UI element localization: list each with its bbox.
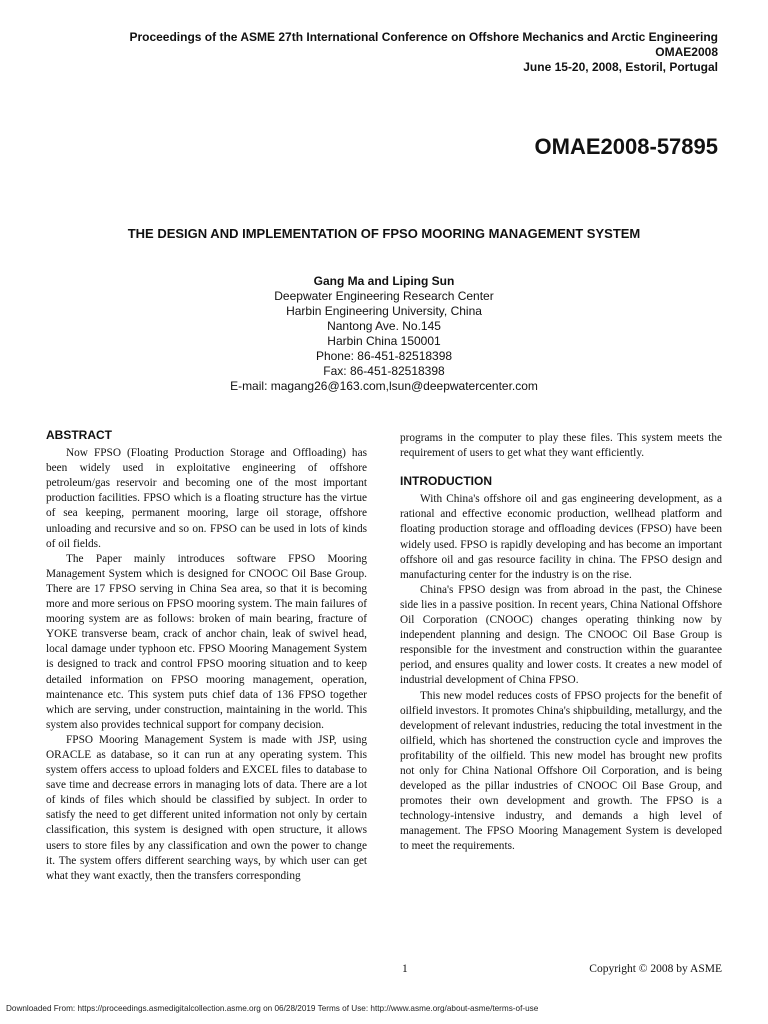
address-line: Nantong Ave. No.145 — [327, 319, 441, 333]
paper-id: OMAE2008-57895 — [534, 134, 718, 159]
affiliation-line: Deepwater Engineering Research Center — [274, 289, 494, 303]
abstract-paragraph: The Paper mainly introduces software FPSO Mooring Management System which is designed for CNOOC Oil Base Group. There are 17 FPSO serving in China Sea area, so that it is becoming more and more serious on FPSO mooring system. The main failures of mooring system are as follows: broken of main bearing, fracture of YOKE transverse beam, crack of anchor chain, leak of swivel head, local damage under typhoon etc. FPSO Mooring Management System is designed to track and control FPSO mooring situation and to keep detailed information on FPSO mooring management, operation, maintenance etc. This system puts chief data of 136 FPSO together which are serving, under construction, maintaining in the world. This system also provides technical support for company decision. — [46, 552, 367, 731]
abstract-continuation: programs in the computer to play these files. This system meets the requirement of users to get what they want efficiently. — [400, 432, 722, 460]
copyright-notice: Copyright © 2008 by ASME — [589, 963, 722, 975]
phone-line: Phone: 86-451-82518398 — [315, 349, 453, 363]
fax-line: Fax: 86-451-82518398 — [323, 364, 445, 378]
right-column — [400, 431, 722, 855]
introduction-paragraph: China's FPSO design was from abroad in the past, the Chinese side lies in a passive position. In recent years, China National Offshore Oil Corporation (CNOOC) changes operating thinking now by independent planning and design. The CNOOC Oil Base Group is responsible for the investment and construction within the guarantee period, and ensures quality and lower costs. It creates a new model of industrial development of China FPSO. — [400, 583, 722, 687]
page-number: 1 — [402, 963, 408, 975]
author-block — [0, 274, 768, 394]
introduction-paragraph: With China's offshore oil and gas engineering development, as a rational and effective economic production, wellhead platform and floating production storage and offloading devices (FPSO) have been widely used. FPSO is rapidly developing and has become an important offshore oil and gas resource facility in china. The FPSO design and manufacturing center for the industry is on the rise. — [400, 493, 722, 581]
abstract-paragraph: FPSO Mooring Management System is made with JSP, using ORACLE as database, so it can run at any operating system. This system offers access to upload folders and EXCEL files to database to save time and decrease errors in managing lots of data. There are a lot of kinds of files which should be classified by subject. In order to satisfy the need to get different united information not only by certain classification, this system is designed with open structure, it allows users to store files by any classification and own the power to change it. The system offers different searching ways, by which user can get what they want exactly, then the transfers corresponding — [46, 733, 367, 882]
download-notice: Downloaded From: https://proceedings.asmedigitalcollection.asme.org on 06/28/2019 Terms of Use: http://www.asme.org/about-asme/terms-of-use — [6, 1004, 539, 1013]
paper-title: THE DESIGN AND IMPLEMENTATION OF FPSO MOORING MANAGEMENT SYSTEM — [127, 226, 641, 241]
abstract-paragraph: Now FPSO (Floating Production Storage and Offloading) has been widely used in exploitative engineering of offshore petroleum/gas reservoir and becoming one of the most important production facilities. FPSO which is a floating structure has the virtue of sea keeping, permanent mooring, large oil storage, offshore unloading and recursive and so on. FPSO can be used in lots of kinds of oil fields. — [46, 447, 367, 550]
conference-code: OMAE2008 — [655, 45, 718, 59]
author-names: Gang Ma and Liping Sun — [313, 274, 455, 288]
affiliation-line: Harbin Engineering University, China — [286, 304, 482, 318]
introduction-heading: INTRODUCTION — [400, 474, 492, 489]
left-column — [46, 428, 367, 884]
email-line: E-mail: magang26@163.com,lsun@deepwatercenter.com — [230, 379, 538, 393]
conference-dates: June 15-20, 2008, Estoril, Portugal — [523, 60, 718, 74]
abstract-heading: ABSTRACT — [46, 428, 112, 442]
proceedings-header — [129, 30, 718, 75]
address-line: Harbin China 150001 — [327, 334, 441, 348]
introduction-paragraph: This new model reduces costs of FPSO projects for the benefit of oilfield investors. It promotes China's shipbuilding, metallurgy, and the development of relevant industries, reducing the total investment in the oilfield, which has shortened the construction cycle and improves the profitability of the oilfield. This new model has brought new profits not only for China National Offshore Oil Corporation, and is being developed as the pillar industries of CNOOC Oil Base Group, and promotes their own development and growth. The FPSO is a technology-intensive industry, and demands a high level of management. The FPSO Mooring Management System is developed to meet the requirements. — [400, 689, 722, 853]
proceedings-title: Proceedings of the ASME 27th International Conference on Offshore Mechanics and Arctic Engineering — [129, 30, 718, 44]
